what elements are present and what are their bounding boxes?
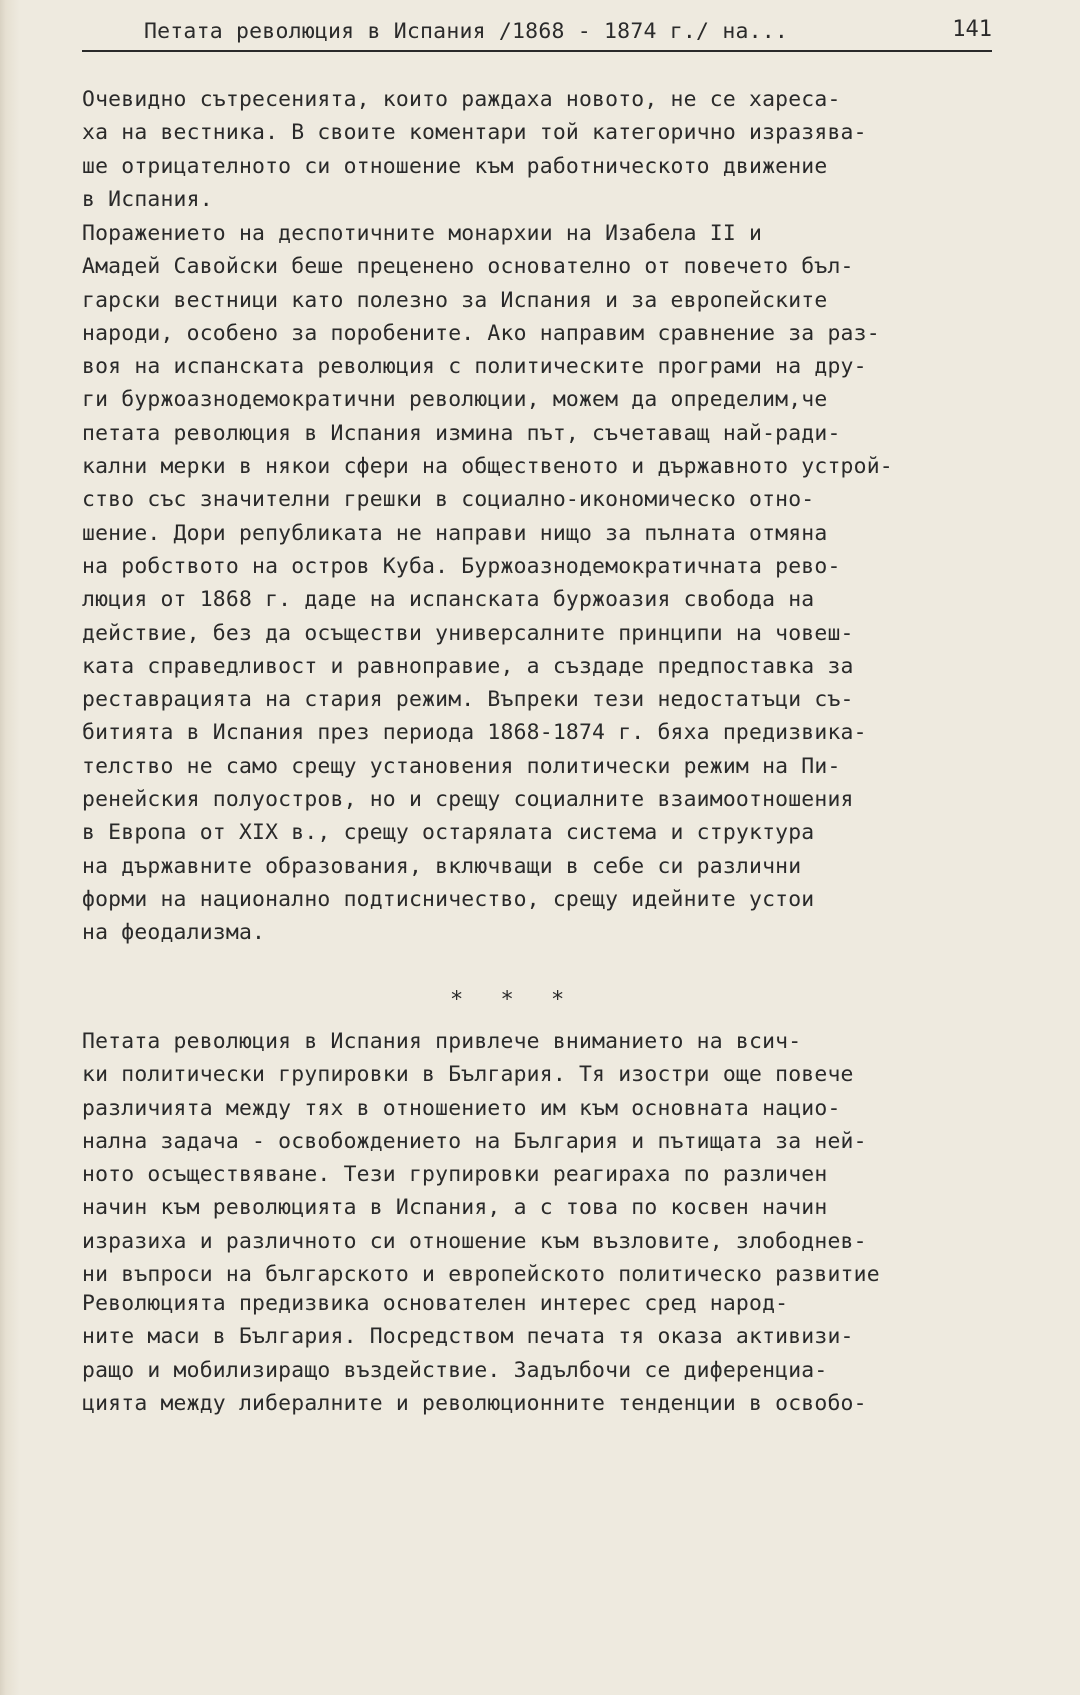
text-line: ното осъществяване. Тези групировки реагираха по различен — [82, 1162, 828, 1188]
text-line: ните маси в България. Посредством печата тя оказа активизи- — [82, 1324, 854, 1350]
text-line: Поражението на деспотичните монархии на Изабела II и — [82, 221, 763, 246]
page-number: 141 — [952, 17, 992, 42]
text-line: ха на вестника. В своите коментари той категорично изразява- — [82, 120, 867, 146]
text-line: ше отрицателното си отношение към работническото движение — [82, 153, 828, 179]
text-line: люция от 1868 г. даде на испанската буржоазия свобода на — [82, 587, 815, 613]
text-line: реставрацията на стария режим. Въпреки тези недостатъци съ- — [82, 687, 854, 713]
text-line: действие, без да осъществи универсалните принципи на човеш- — [82, 620, 854, 646]
text-line: изразиха и различното си отношение към възловите, злободнев- — [82, 1228, 867, 1254]
running-header — [82, 16, 992, 52]
text-line: ращо и мобилизиращо въздействие. Задълбочи се диференциа- — [82, 1357, 828, 1383]
paragraph-1 — [82, 83, 867, 216]
text-line: Революцията предизвика основателен интерес сред народ- — [82, 1291, 789, 1316]
text-line: различията между тях в отношението им към основната нацио- — [82, 1095, 841, 1121]
text-line: Петата революция в Испания привлече вниманието на всич- — [82, 1029, 802, 1054]
paragraph-3 — [82, 1025, 880, 1291]
text-line: начин към революцията в Испания, а с това по косвен начин — [82, 1195, 828, 1221]
text-line: воя на испанската революция с политическите програми на дру- — [82, 354, 867, 380]
text-line: нална задача - освобождението на България и пътищата за ней- — [82, 1128, 867, 1154]
paragraph-4 — [82, 1287, 867, 1420]
text-line: Очевидно сътресенията, които раждаха новото, не се хареса- — [82, 87, 841, 112]
text-line: на феодализма. — [82, 920, 266, 946]
paragraph-2 — [82, 217, 893, 950]
text-line: ки политически групировки в България. Тя изостри още повече — [82, 1062, 854, 1088]
text-line: в Европа от XIX в., срещу остарялата система и структура — [82, 820, 815, 846]
text-line: петата революция в Испания измина път, съчетаващ най-ради- — [82, 420, 841, 446]
text-line: цията между либералните и революционните тенденции в освобо- — [82, 1390, 867, 1416]
text-line: Амадей Савойски беше преценено основателно от повечето бъл- — [82, 254, 854, 280]
text-line: на робството на остров Куба. Буржоазнодемократичната рево- — [82, 553, 841, 579]
text-line: шение. Дори републиката не направи нищо за пълната отмяна — [82, 520, 828, 546]
text-line: гарски вестници като полезно за Испания и за европейските — [82, 287, 828, 313]
text-line: ги буржоазнодемократични революции, можем да определим,че — [82, 387, 828, 413]
text-line: ни въпроси на българското и европейското политическо развитие — [82, 1262, 880, 1288]
text-line: кални мерки в някои сфери на общественото и държавното устрой- — [82, 454, 893, 480]
section-separator: ∗ ∗ ∗ — [450, 983, 577, 1008]
text-line: ката справедливост и равноправие, а създаде предпоставка за — [82, 653, 854, 679]
text-line: в Испания. — [82, 186, 213, 212]
running-title: Петата революция в Испания /1868 - 1874 г./ на... — [144, 19, 789, 44]
text-line: ство със значителни грешки в социално-икономическо отно- — [82, 487, 815, 513]
text-line: телство не само срещу установения политически режим на Пи- — [82, 753, 841, 779]
text-line: на държавните образования, включващи в себе си различни — [82, 853, 802, 879]
text-line: ренейския полуостров, но и срещу социалните взаимоотношения — [82, 787, 854, 813]
text-line: битията в Испания през периода 1868-1874 г. бяха предизвика- — [82, 720, 867, 746]
text-line: форми на национално подтисничество, срещу идейните устои — [82, 886, 815, 912]
text-line: народи, особено за поробените. Ако направим сравнение за раз- — [82, 320, 880, 346]
